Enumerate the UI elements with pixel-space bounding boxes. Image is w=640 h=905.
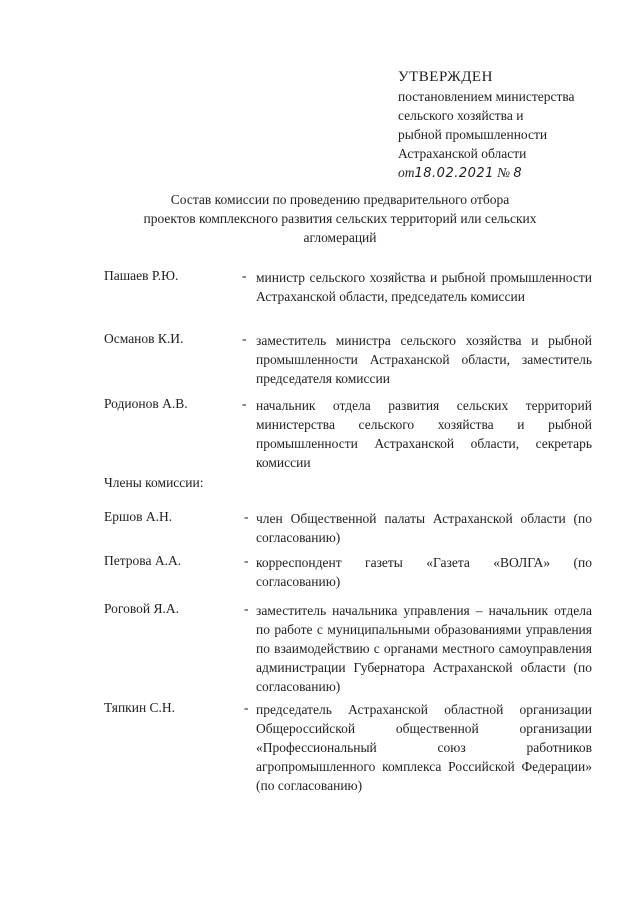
person-name: Тяпкин С.Н. xyxy=(104,700,176,715)
document-title xyxy=(100,190,580,247)
person-role: председатель Астраханской областной организации Общероссийской общественной организации «Профессиональный союз работников агропромышленного комплекса Российской Федерации» (по согласованию) xyxy=(256,702,592,793)
person-name: Родионов А.В. xyxy=(104,396,188,411)
dash: - xyxy=(244,509,249,524)
person-name: Османов К.И. xyxy=(104,331,184,346)
title-line: агломераций xyxy=(303,230,377,245)
approval-stamp xyxy=(398,68,628,183)
date-prefix: от xyxy=(398,165,415,180)
approval-date-line xyxy=(398,163,628,183)
person-role: корреспондент газеты «Газета «ВОЛГА» (по согласованию) xyxy=(256,555,592,589)
person-name: Ершов А.Н. xyxy=(104,509,173,524)
approval-number: 8 xyxy=(513,166,523,181)
title-line: Состав комиссии по проведению предварительного отбора xyxy=(170,192,510,207)
approval-line: Астраханской области xyxy=(398,146,527,161)
dash: - xyxy=(244,553,249,568)
approval-date: 18.02.2021 xyxy=(414,166,494,181)
approval-line: сельского хозяйства и xyxy=(398,108,524,123)
person-name: Пашаев Р.Ю. xyxy=(104,268,179,283)
dash: - xyxy=(242,268,247,283)
approval-line: рыбной промышленности xyxy=(398,127,548,142)
person-role: заместитель начальника управления – начальник отдела по работе с муниципальными образованиями управления по взаимодействию с органами местного самоуправления администрации Губернатора Астраханской области (по согласованию) xyxy=(256,603,592,694)
dash: - xyxy=(242,331,247,346)
dash: - xyxy=(242,396,247,411)
person-role: заместитель министра сельского хозяйства и рыбной промышленности Астраханской области, заместитель председателя комиссии xyxy=(256,333,592,386)
person-name: Петрова А.А. xyxy=(104,553,182,568)
person-role: начальник отдела развития сельских территорий министерства сельского хозяйства и рыбной промышленности Астраханской области, секретарь комиссии xyxy=(256,398,592,470)
person-name: Роговой Я.А. xyxy=(104,601,180,616)
title-line: проектов комплексного развития сельских территорий или сельских xyxy=(143,211,537,226)
members-heading: Члены комиссии: xyxy=(104,475,204,490)
person-role: министр сельского хозяйства и рыбной промышленности Астраханской области, председатель комиссии xyxy=(256,270,592,304)
dash: - xyxy=(244,601,249,616)
dash: - xyxy=(244,700,249,715)
person-role: член Общественной палаты Астраханской области (по согласованию) xyxy=(256,511,592,545)
number-prefix: № xyxy=(497,165,511,180)
approval-title: УТВЕРЖДЕН xyxy=(398,69,493,85)
approval-line: постановлением министерства xyxy=(398,89,575,104)
